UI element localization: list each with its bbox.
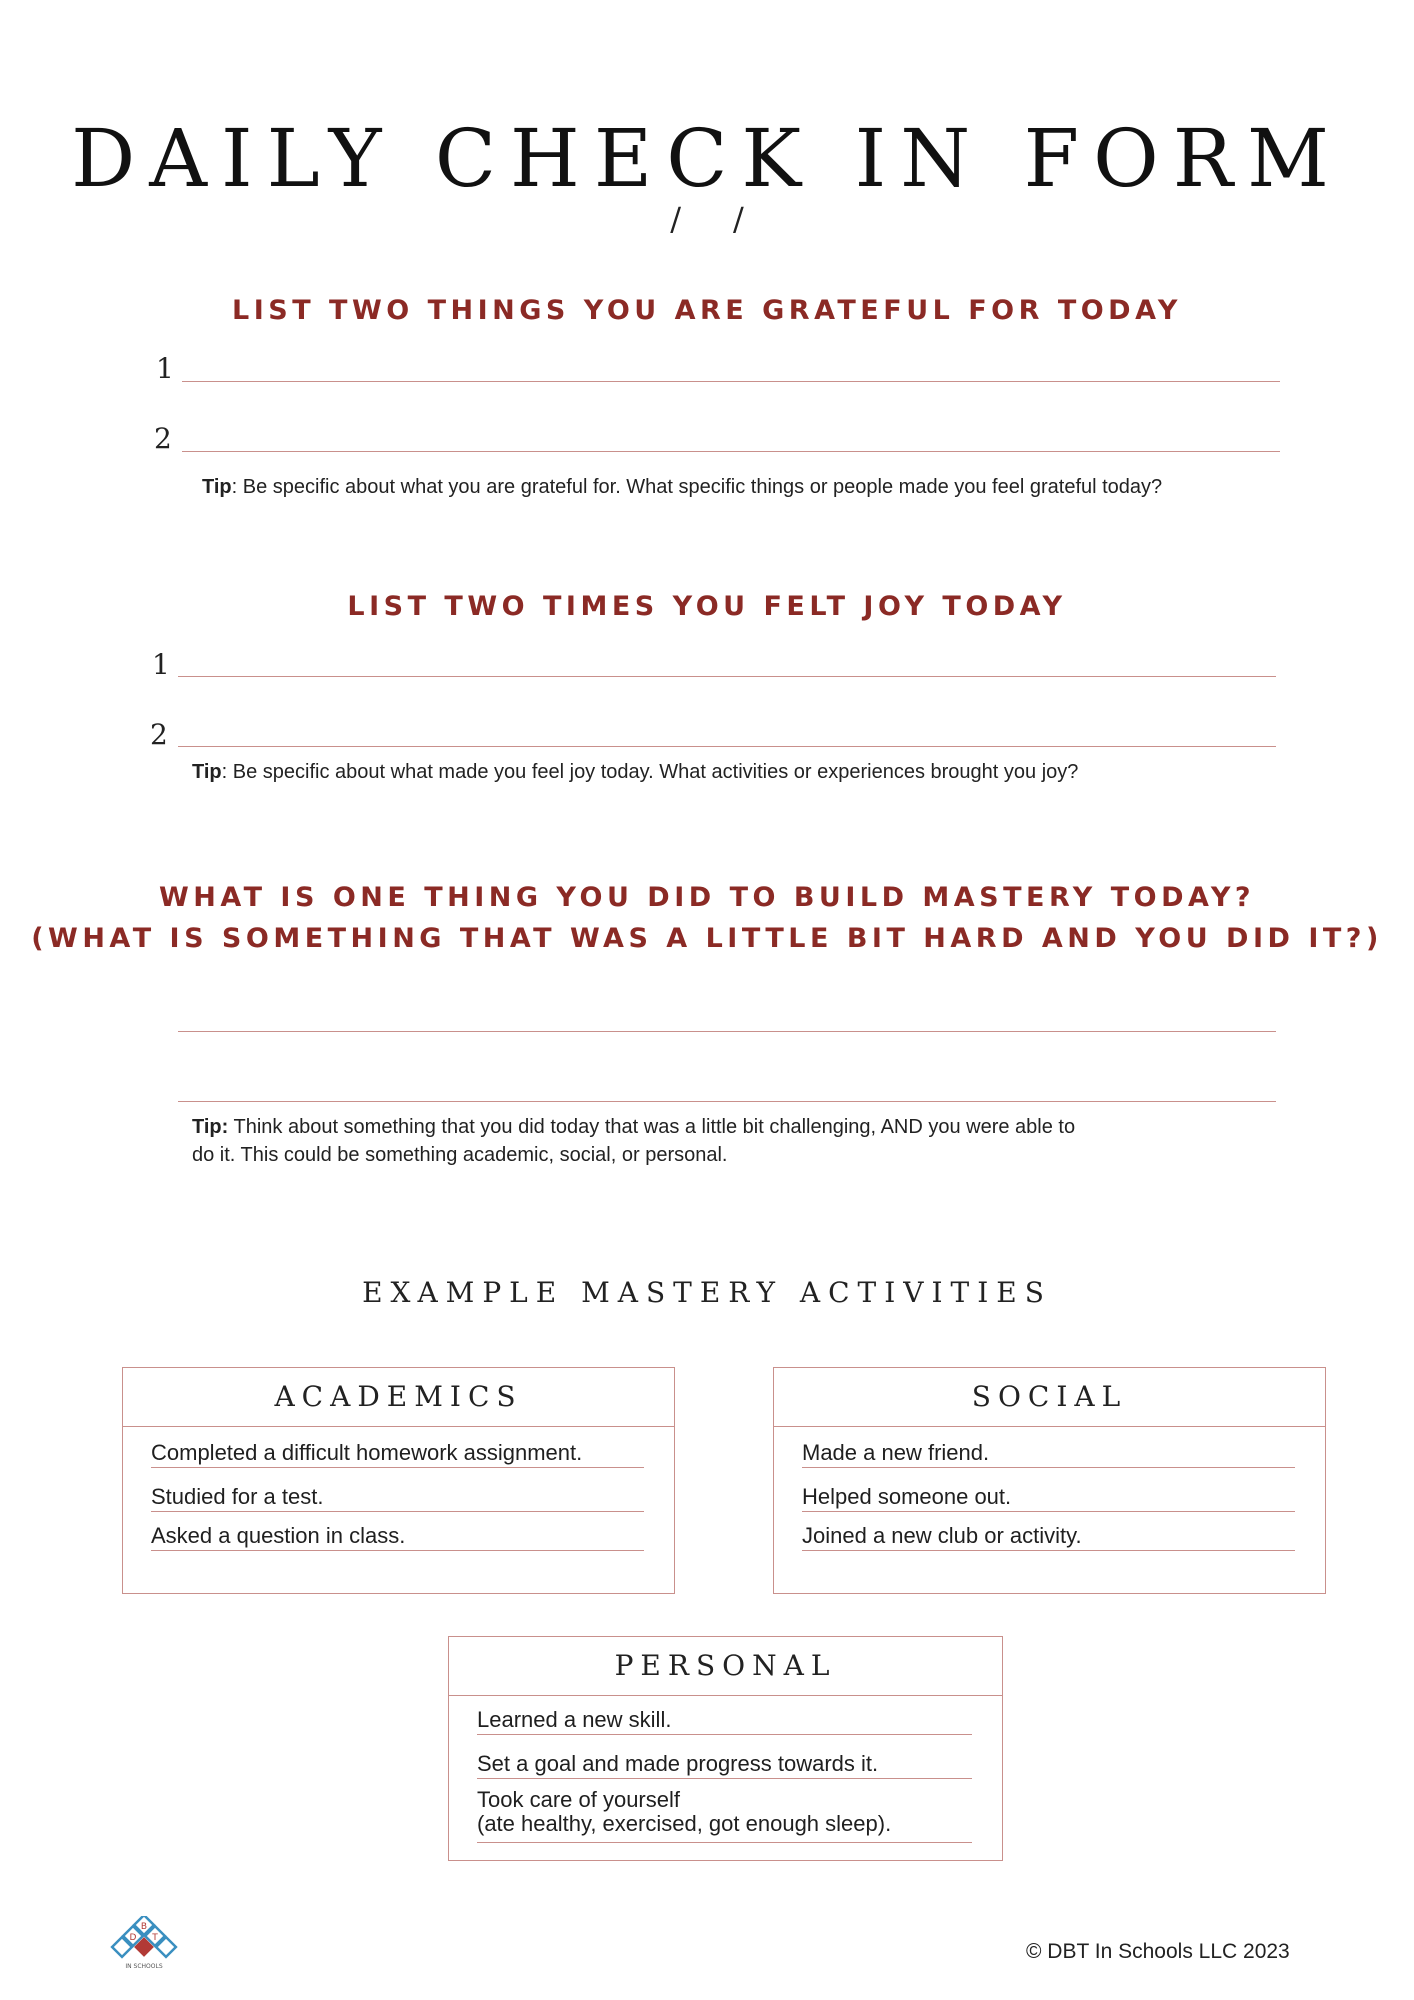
tip-label: Tip:	[192, 1116, 229, 1138]
mastery-heading	[0, 877, 1414, 959]
mastery-heading-line-1: WHAT IS ONE THING YOU DID TO BUILD MASTERY TODAY?	[158, 882, 1256, 913]
joy-tip	[192, 758, 1078, 786]
tip-label: Tip	[192, 761, 222, 783]
joy-answer-line-1[interactable]	[178, 676, 1276, 677]
mastery-answer-line-1[interactable]	[178, 1031, 1276, 1032]
academics-item: Completed a difficult homework assignment.	[151, 1439, 644, 1468]
tip-text-continued: do it. This could be something academic, social, or personal.	[192, 1144, 728, 1166]
gratitude-number-2: 2	[154, 422, 172, 455]
gratitude-tip	[202, 473, 1162, 501]
social-item: Helped someone out.	[802, 1483, 1295, 1512]
academics-item: Asked a question in class.	[151, 1522, 644, 1551]
personal-card-title: PERSONAL	[449, 1637, 1002, 1696]
copyright: © DBT In Schools LLC 2023	[1026, 1940, 1290, 1963]
joy-answer-line-2[interactable]	[178, 746, 1276, 747]
tip-label: Tip	[202, 476, 232, 498]
joy-number-2: 2	[150, 718, 168, 751]
tip-text: : Be specific about what you are grateful for. What specific things or people made you feel grateful today?	[231, 476, 1163, 498]
joy-heading: LIST TWO TIMES YOU FELT JOY TODAY	[347, 591, 1067, 622]
gratitude-answer-line-2[interactable]	[182, 451, 1280, 452]
personal-item: Set a goal and made progress towards it.	[477, 1750, 972, 1779]
gratitude-heading: LIST TWO THINGS YOU ARE GRATEFUL FOR TODAY	[232, 295, 1182, 326]
social-card	[773, 1367, 1326, 1594]
dbt-logo-icon	[108, 1916, 178, 1972]
personal-item-line: Took care of yourself	[477, 1787, 680, 1812]
mastery-answer-line-2[interactable]	[178, 1101, 1276, 1102]
gratitude-answer-line-1[interactable]	[182, 381, 1280, 382]
personal-item: Learned a new skill.	[477, 1706, 972, 1735]
joy-number-1: 1	[152, 648, 170, 681]
personal-item-line: (ate healthy, exercised, got enough sleep).	[477, 1811, 892, 1836]
social-item: Made a new friend.	[802, 1439, 1295, 1468]
mastery-tip	[192, 1113, 1075, 1169]
dbt-logo	[108, 1916, 178, 1972]
logo-letter-b: B	[140, 1922, 148, 1932]
academics-card	[122, 1367, 675, 1594]
social-item: Joined a new club or activity.	[802, 1522, 1295, 1551]
date-separator: /	[670, 200, 681, 238]
page-title: DAILY CHECK IN FORM	[71, 112, 1343, 205]
gratitude-number-1: 1	[156, 352, 174, 385]
logo-letter-t: T	[152, 1933, 158, 1943]
tip-text: Think about something that you did today that was a little bit challenging, AND you were able to	[228, 1116, 1076, 1138]
personal-card	[448, 1636, 1003, 1861]
date-separator: /	[733, 200, 744, 238]
logo-letter-d: D	[129, 1933, 137, 1943]
academics-item: Studied for a test.	[151, 1483, 644, 1512]
personal-item	[477, 1788, 972, 1843]
tip-text: : Be specific about what made you feel joy today. What activities or experiences brought you joy?	[221, 761, 1079, 783]
date-field[interactable]	[0, 200, 1414, 238]
social-card-title: SOCIAL	[774, 1368, 1325, 1427]
mastery-heading-line-2: (WHAT IS SOMETHING THAT WAS A LITTLE BIT HARD AND YOU DID IT?)	[31, 923, 1383, 954]
examples-heading: EXAMPLE MASTERY ACTIVITIES	[362, 1276, 1052, 1309]
logo-subtext: IN SCHOOLS	[125, 1963, 163, 1970]
academics-card-title: ACADEMICS	[123, 1368, 674, 1427]
